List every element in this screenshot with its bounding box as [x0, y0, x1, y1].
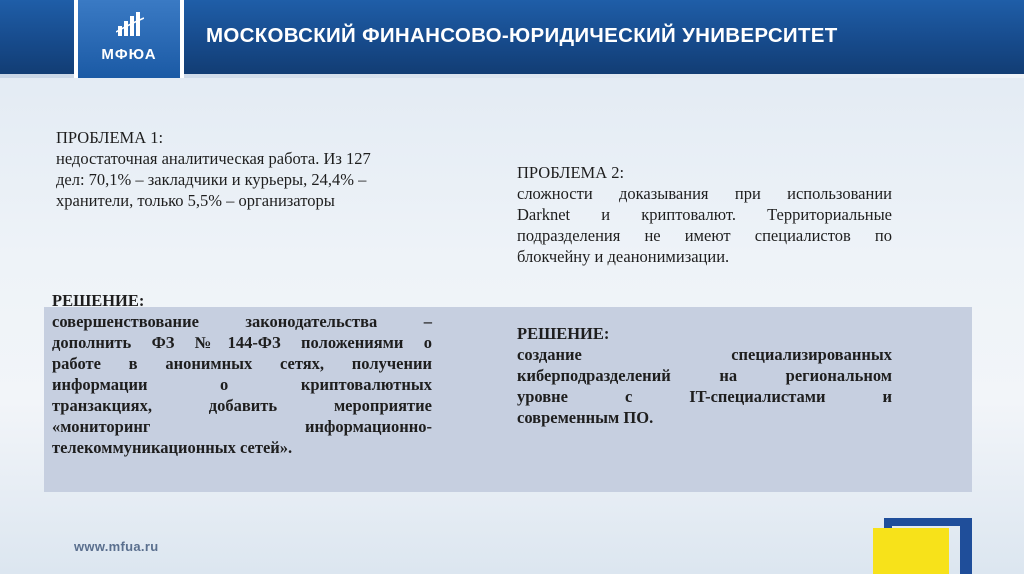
problem-1-line: недостаточная аналитическая работа. Из 127: [56, 149, 371, 168]
problem-2-heading: ПРОБЛЕМА 2:: [517, 163, 625, 182]
problem-1-line: дел: 70,1% – закладчики и курьеры, 24,4% –: [56, 170, 367, 189]
problem-2-line: блокчейну и деанонимизации.: [517, 247, 730, 266]
solution-2-heading: РЕШЕНИЕ:: [517, 324, 610, 343]
corner-decoration-bar: [960, 522, 972, 574]
problem-1-heading: ПРОБЛЕМА 1:: [56, 128, 164, 147]
solution-1-line: дополнить ФЗ №144-ФЗ положениями о: [52, 333, 432, 352]
problem-1-line: хранители, только 5,5% – организаторы: [56, 191, 335, 210]
solution-2-line: киберподразделений на региональном: [517, 366, 892, 385]
problem-2: [517, 162, 892, 267]
solution-2-line: современным ПО.: [517, 408, 654, 427]
problem-1: [56, 127, 436, 211]
logo: [74, 0, 184, 78]
solution-1-line: телекоммуникационных сетей».: [52, 438, 293, 457]
solution-2-line: уровне с IT-специалистами и: [517, 387, 892, 406]
building-icon: [116, 12, 144, 38]
solution-1-line: транзакциях, добавить мероприятие: [52, 396, 432, 415]
solution-1-heading: РЕШЕНИЕ:: [52, 291, 145, 310]
problem-2-line: сложности доказывания при использовании: [517, 184, 892, 203]
problem-2-line: подразделения не имеют специалистов по: [517, 226, 892, 245]
footer-url[interactable]: www.mfua.ru: [74, 539, 159, 554]
solution-1: [52, 290, 432, 458]
solution-1-line: работе в анонимных сетях, получении: [52, 354, 432, 373]
university-title: МОСКОВСКИЙ ФИНАНСОВО-ЮРИДИЧЕСКИЙ УНИВЕРСИТЕТ: [206, 24, 838, 47]
solution-1-line: «мониторинг информационно-: [52, 417, 432, 436]
solution-2: [517, 323, 892, 428]
solution-1-line: совершенствование законодательства –: [52, 312, 432, 331]
solution-1-line: информации о криптовалютных: [52, 375, 432, 394]
solution-2-line: создание специализированных: [517, 345, 892, 364]
logo-text: МФЮА: [101, 46, 157, 63]
corner-decoration-yellow: [873, 528, 949, 574]
problem-2-line: Darknet и криптовалют. Территориальные: [517, 205, 892, 224]
